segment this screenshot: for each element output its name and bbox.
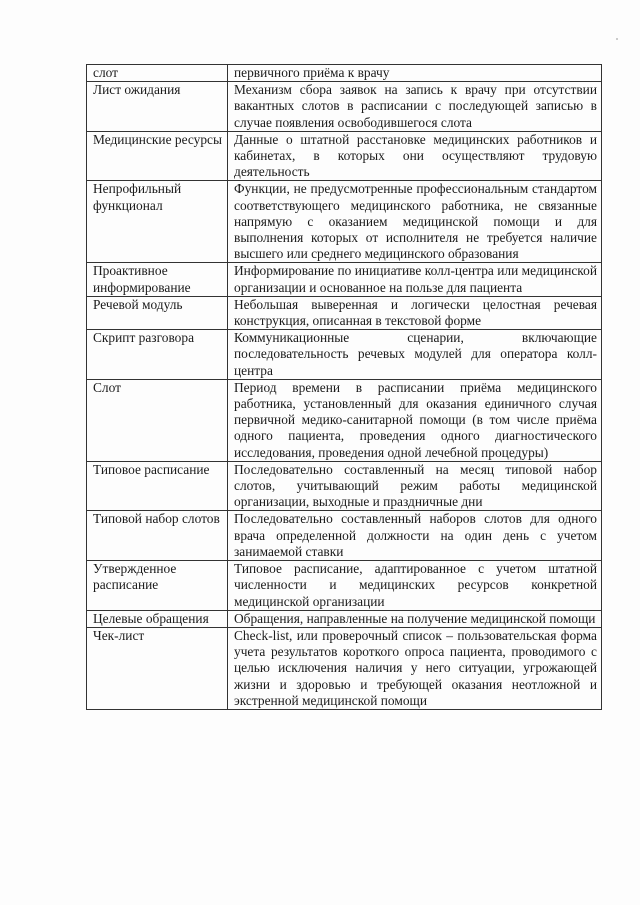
term-cell: Скрипт разговора	[87, 330, 228, 380]
term-cell: Непрофильный функционал	[87, 181, 228, 263]
table-row	[87, 330, 602, 380]
definition-cell: Информирование по инициативе колл-центра или медицинской организации и основанное на пользе для пациента	[228, 263, 602, 296]
term-cell: Утвержденное расписание	[87, 561, 228, 611]
term-cell: Типовой набор слотов	[87, 511, 228, 561]
term-cell: Проактивное информирование	[87, 263, 228, 296]
table-row	[87, 610, 602, 627]
definition-cell: Небольшая выверенная и логически целостная речевая конструкция, описанная в текстовой форме	[228, 296, 602, 329]
definition-cell: Последовательно составленный наборов слотов для одного врача определенной должности на один день с учетом занимаемой ставки	[228, 511, 602, 561]
term-cell: Слот	[87, 379, 228, 461]
definition-cell: Функции, не предусмотренные профессиональным стандартом соответствующего медицинского работника, не связанные напрямую с оказанием медицинской помощи и для выполнения которых от исполнителя не требуется наличие высшего или среднего медицинского образования	[228, 181, 602, 263]
table-row	[87, 82, 602, 132]
table-row	[87, 181, 602, 263]
table-row	[87, 379, 602, 461]
table-row	[87, 461, 602, 511]
definition-cell: Check-list, или проверочный список – пользовательская форма учета результатов короткого опроса пациента, проводимого с целью исключения наличия у него ситуации, угрожающей жизни и здоровью и требующей оказания неотложной и экстренной медицинской помощи	[228, 627, 602, 709]
definition-cell: Данные о штатной расстановке медицинских работников и кабинетах, в которых они осуществляют трудовую деятельность	[228, 131, 602, 181]
scan-artifact	[616, 38, 618, 40]
glossary-body	[87, 65, 602, 710]
term-cell: Медицинские ресурсы	[87, 131, 228, 181]
term-cell: Целевые обращения	[87, 610, 228, 627]
definition-cell: Последовательно составленный на месяц типовой набор слотов, учитывающий режим работы медицинской организации, выходные и праздничные дни	[228, 461, 602, 511]
term-cell: Типовое расписание	[87, 461, 228, 511]
definition-cell: Типовое расписание, адаптированное с учетом штатной численности и медицинских ресурсов конкретной медицинской организации	[228, 561, 602, 611]
term-cell: слот	[87, 65, 228, 82]
table-row	[87, 263, 602, 296]
term-cell: Речевой модуль	[87, 296, 228, 329]
table-row	[87, 511, 602, 561]
term-cell: Чек-лист	[87, 627, 228, 709]
definition-cell: Механизм сбора заявок на запись к врачу при отсутствии вакантных слотов в расписании с последующей записью в случае появления освободившегося слота	[228, 82, 602, 132]
definition-cell: Обращения, направленные на получение медицинской помощи	[228, 610, 602, 627]
table-row	[87, 131, 602, 181]
definition-cell: Коммуникационные сценарии, включающие последовательность речевых модулей для оператора колл-центра	[228, 330, 602, 380]
definition-cell: Период времени в расписании приёма медицинского работника, установленный для оказания единичного случая первичной медико-санитарной помощи (в том числе приёма одного пациента, проведения одного диагностического исследования, проведения одной лечебной процедуры)	[228, 379, 602, 461]
glossary-table	[86, 64, 602, 710]
table-row	[87, 561, 602, 611]
definition-cell: первичного приёма к врачу	[228, 65, 602, 82]
term-cell: Лист ожидания	[87, 82, 228, 132]
table-row	[87, 627, 602, 709]
table-row	[87, 296, 602, 329]
table-row	[87, 65, 602, 82]
